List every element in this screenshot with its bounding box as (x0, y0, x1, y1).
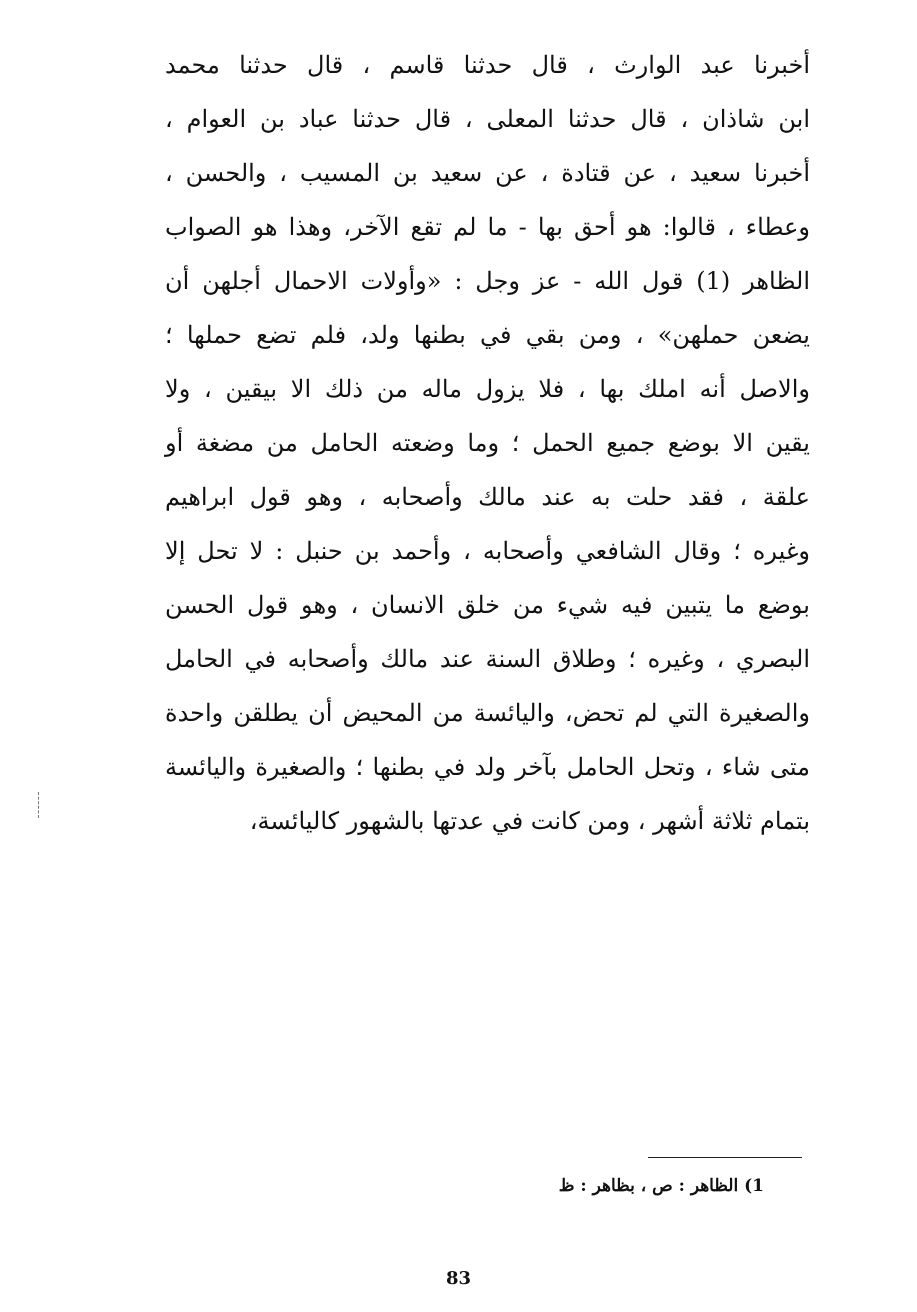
text-line: بوضع ما يتبين فيه شيء من خلق الانسان ، وهو قول الحسن (165, 591, 810, 619)
text-line: علقة ، فقد حلت به عند مالك وأصحابه ، وهو قول ابراهيم (165, 483, 810, 511)
margin-mark (38, 792, 41, 818)
text-line: وعطاء ، قالوا: هو أحق بها - ما لم تقع الآخر، وهذا هو الصواب (165, 213, 810, 241)
text-line: متى شاء ، وتحل الحامل بآخر ولد في بطنها ؛ والصغيرة واليائسة (165, 753, 810, 781)
footnote: 1) الظاهر : ص ، بظاهر : ظ (558, 1176, 764, 1196)
text-line: البصري ، وغيره ؛ وطلاق السنة عند مالك وأصحابه في الحامل (165, 645, 810, 673)
text-line: والصغيرة التي لم تحض، واليائسة من المحيض أن يطلقن واحدة (165, 699, 810, 727)
footnote-divider (648, 1157, 802, 1158)
text-line: أخبرنا عبد الوارث ، قال حدثنا قاسم ، قال حدثنا محمد (165, 51, 810, 79)
text-line: بتمام ثلاثة أشهر ، ومن كانت في عدتها بالشهور كاليائسة، (249, 807, 810, 835)
text-line: الظاهر (1) قول الله - عز وجل : «وأولات الاحمال أجلهن أن (165, 267, 810, 295)
page-number: 83 (445, 1268, 472, 1289)
text-line: يقين الا بوضع جميع الحمل ؛ وما وضعته الحامل من مضغة أو (165, 429, 810, 457)
text-line: أخبرنا سعيد ، عن قتادة ، عن سعيد بن المسيب ، والحسن ، (165, 159, 810, 187)
text-line: يضعن حملهن» ، ومن بقي في بطنها ولد، فلم تضع حملها ؛ (165, 321, 810, 349)
body-text (165, 38, 810, 848)
text-line: وغيره ؛ وقال الشافعي وأصحابه ، وأحمد بن حنبل : لا تحل إلا (165, 537, 810, 565)
text-line: والاصل أنه املك بها ، فلا يزول ماله من ذلك الا بيقين ، ولا (165, 375, 810, 403)
text-line: ابن شاذان ، قال حدثنا المعلى ، قال حدثنا عباد بن العوام ، (165, 105, 810, 133)
